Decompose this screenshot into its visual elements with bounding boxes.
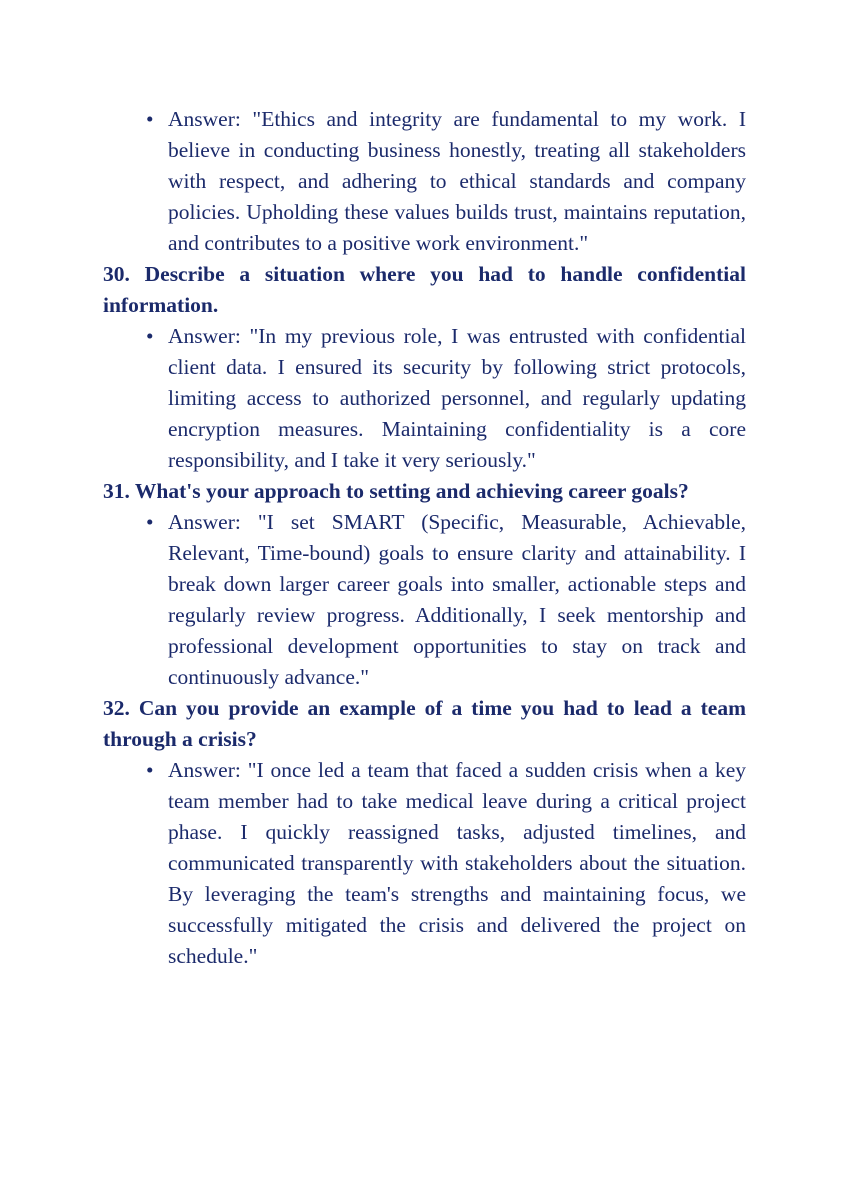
answer-text: Answer: "Ethics and integrity are fundamental to my work. I believe in conducting business honestly, treating all stakeholders with respect, and adhering to ethical standards and company policies. Upholding these values builds trust, maintains reputation, and contributes to a positive work environment.": [168, 107, 746, 255]
answer-item-32: [103, 755, 746, 972]
answer-text: Answer: "In my previous role, I was entrusted with confidential client data. I ensured its security by following strict protocols, limiting access to authorized personnel, and regularly updating encryption measures. Maintaining confidentiality is a core responsibility, and I take it very seriously.": [168, 324, 746, 472]
answer-item-29: [103, 104, 746, 259]
question-heading-31: 31. What's your approach to setting and achieving career goals?: [103, 479, 689, 503]
bullet-icon: •: [146, 324, 154, 348]
answer-text: Answer: "I once led a team that faced a sudden crisis when a key team member had to take medical leave during a critical project phase. I quickly reassigned tasks, adjusted timelines, and communicated transparently with stakeholders about the situation. By leveraging the team's strengths and maintaining focus, we successfully mitigated the crisis and delivered the project on schedule.": [168, 758, 746, 968]
document-page: [103, 104, 746, 972]
question-heading-30: 30. Describe a situation where you had to handle confidential information.: [103, 262, 746, 317]
question-heading-32: 32. Can you provide an example of a time you had to lead a team through a crisis?: [103, 696, 746, 751]
answer-item-30: [103, 321, 746, 476]
answer-text: Answer: "I set SMART (Specific, Measurable, Achievable, Relevant, Time-bound) goals to ensure clarity and attainability. I break down larger career goals into smaller, actionable steps and regularly review progress. Additionally, I seek mentorship and professional development opportunities to stay on track and continuously advance.": [168, 510, 746, 689]
answer-item-31: [103, 507, 746, 693]
bullet-icon: •: [146, 510, 154, 534]
bullet-icon: •: [146, 758, 154, 782]
bullet-icon: •: [146, 107, 154, 131]
